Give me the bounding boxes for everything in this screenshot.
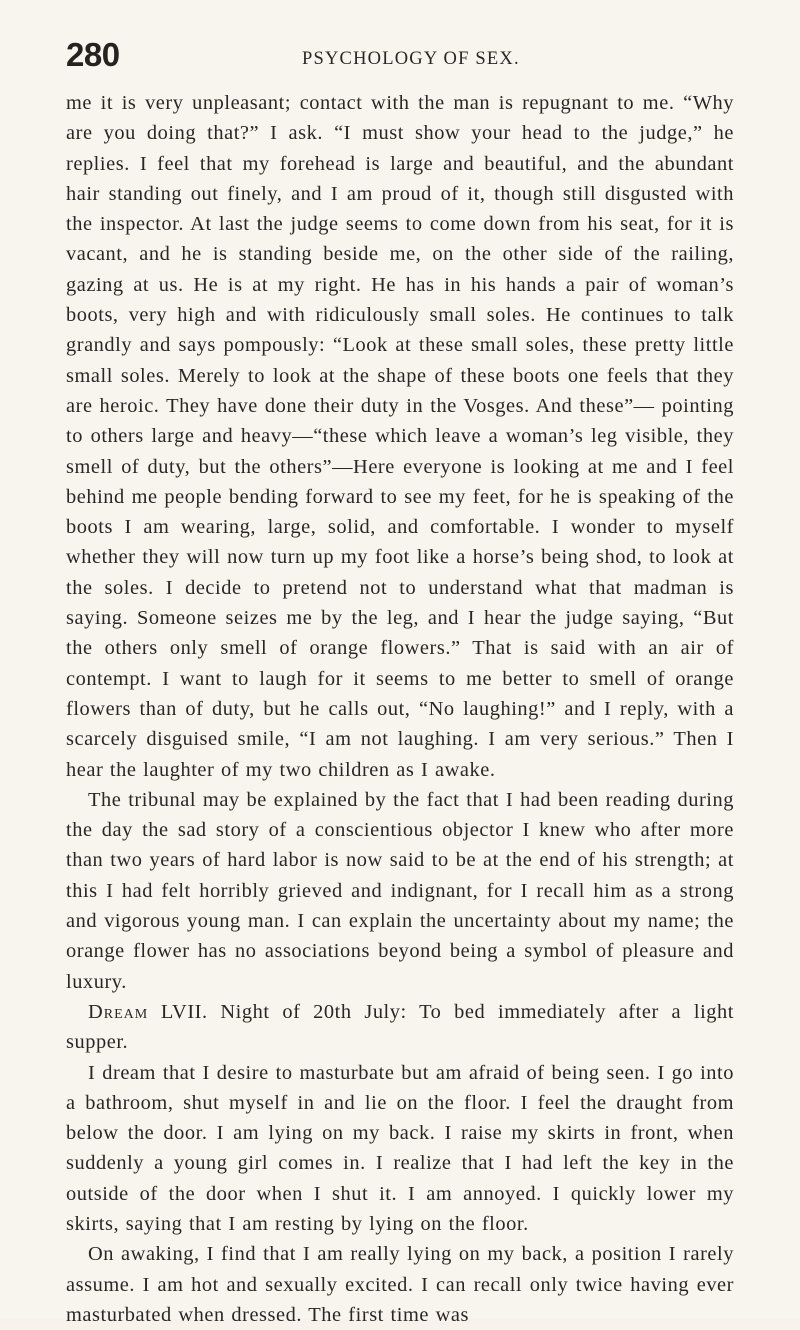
body-text [66,88,734,1330]
dream-lvii-intro: LVII. Night of 20th July: To bed immediately after a light supper. [66,1000,734,1054]
running-head: PSYCHOLOGY OF SEX. [302,49,520,69]
dream-label: Dream [88,1000,149,1023]
paragraph-dream-lvii-heading [66,997,734,1058]
paragraph-dream-continuation: me it is very unpleasant; contact with the man is repugnant to me. “Why are you doing that?” I ask. “I must show your head to the judge,” he replies. I feel that my forehead is large and beautiful, and the abundant hair standing out finely, and I am proud of it, though still disgusted with the inspector. At last the judge seems to come down from his seat, for it is vacant, and he is standing beside me, on the other side of the railing, gazing at us. He is at my right. He has in his hands a pair of woman’s boots, very high and with ridiculously small soles. He continues to talk grandly and says pompously: “Look at these small soles, these pretty little small soles. Merely to look at the shape of these boots one feels that they are heroic. They have done their duty in the Vosges. And these”— pointing to others large and heavy—“these which leave a woman’s leg visible, they smell of duty, but the others”—Here everyone is looking at me and I feel behind me people bending forward to see my feet, for he is speaking of the boots I am wearing, large, solid, and comfortable. I wonder to myself whether they will now turn up my foot like a horse’s being shod, to look at the soles. I decide to pretend not to understand what that madman is saying. Someone seizes me by the leg, and I hear the judge saying, “But the others only smell of orange flowers.” That is said with an air of contempt. I want to laugh for it seems to me better to smell of orange flowers than of duty, but he calls out, “No laughing!” and I reply, with a scarcely disguised smile, “I am not laughing. I am very serious.” Then I hear the laughter of my two children as I awake. [66,92,734,781]
paragraph-tribunal-explanation: The tribunal may be explained by the fact that I had been reading during the day the sad story of a conscientious objector I knew who after more than two years of hard labor is now said to be at the end of his strength; at this I had felt horribly grieved and indignant, for I recall him as a strong and vigorous young man. I can explain the uncertainty about my name; the orange flower has no associations beyond being a symbol of pleasure and luxury. [66,788,734,993]
page-header [66,36,734,76]
paragraph-awaking: On awaking, I find that I am really lying on my back, a position I rarely assume. I am hot and sexually excited. I can recall only twice having ever masturbated when dressed. The first time was [66,1243,734,1326]
paragraph-dream-lvii-narrative: I dream that I desire to masturbate but am afraid of being seen. I go into a bathroom, shut myself in and lie on the floor. I feel the draught from below the door. I am lying on my back. I raise my skirts in front, when suddenly a young girl comes in. I realize that I had left the key in the outside of the door when I shut it. I am annoyed. I quickly lower my skirts, saying that I am resting by lying on the floor. [66,1061,734,1235]
page-number: 280 [66,36,120,73]
